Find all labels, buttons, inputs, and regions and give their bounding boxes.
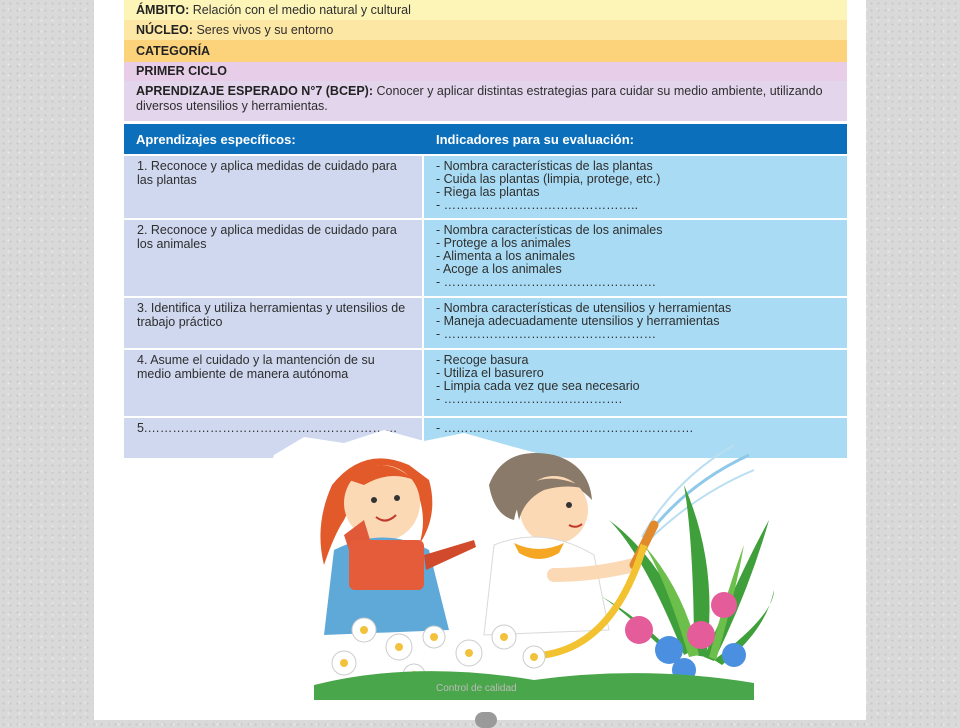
ciclo-label: PRIMER CICLO bbox=[136, 64, 227, 78]
table-header bbox=[124, 124, 847, 154]
children-watering-garden-illustration bbox=[214, 425, 774, 700]
nucleo-band bbox=[124, 20, 847, 40]
indicadores-cell bbox=[424, 350, 847, 416]
aprendizaje-cell: 2. Reconoce y aplica medidas de cuidado para los animales bbox=[124, 220, 424, 296]
ambito-label: ÁMBITO: bbox=[136, 3, 190, 17]
aprendizaje-cell: 4. Asume el cuidado y la mantención de su medio ambiente de manera autónoma bbox=[124, 350, 424, 416]
footer-watermark-text: Control de calidad bbox=[436, 683, 517, 694]
aprendizaje-esperado-band bbox=[124, 81, 847, 121]
indicator-item: - Alimenta a los animales bbox=[436, 249, 575, 263]
indicator-item: - Nombra características de las plantas bbox=[436, 159, 653, 173]
nucleo-value: Seres vivos y su entorno bbox=[196, 23, 334, 37]
indicadores-cell bbox=[424, 220, 847, 296]
indicator-item: - Cuida las plantas (limpia, protege, etc.) bbox=[436, 172, 661, 186]
indicator-item: - Riega las plantas bbox=[436, 185, 540, 199]
indicadores-cell bbox=[424, 156, 847, 218]
aprendizaje-cell: 1. Reconoce y aplica medidas de cuidado para las plantas bbox=[124, 156, 424, 218]
indicator-item: - Maneja adecuadamente utensilios y herramientas bbox=[436, 314, 720, 328]
aprendizaje-value: Conocer y aplicar distintas estrategias para cuidar su medio ambiente, utilizando diversos utensilios y herramientas. bbox=[136, 84, 823, 113]
ambito-value: Relación con el medio natural y cultural bbox=[192, 3, 411, 17]
categoria-band bbox=[124, 40, 847, 62]
aprendizaje-cell: 5.…………………………………………………… bbox=[124, 418, 424, 458]
indicator-item: - Utiliza el basurero bbox=[436, 366, 544, 380]
categoria-label: CATEGORÍA bbox=[136, 44, 211, 58]
table-row bbox=[124, 154, 847, 218]
table-row bbox=[124, 218, 847, 296]
ambito-band bbox=[124, 0, 847, 20]
evaluation-table bbox=[124, 124, 847, 458]
indicator-item: - Nombra características de utensilios y herramientas bbox=[436, 301, 732, 315]
aprendizaje-cell: 3. Identifica y utiliza herramientas y utensilios de trabajo práctico bbox=[124, 298, 424, 348]
aprendizaje-label: APRENDIZAJE ESPERADO N°7 (BCEP): bbox=[136, 84, 373, 98]
ciclo-band bbox=[124, 62, 847, 81]
nucleo-label: NÚCLEO: bbox=[136, 23, 193, 37]
indicator-item: - Acoge a los animales bbox=[436, 262, 562, 276]
indicator-item: - Limpia cada vez que sea necesario bbox=[436, 379, 640, 393]
indicator-item: - …………………………………………………… bbox=[436, 421, 694, 435]
indicator-item: - …………………………………………… bbox=[436, 275, 657, 289]
col-aprendizajes-header: Aprendizajes específicos: bbox=[136, 131, 296, 147]
indicator-item: - Protege a los animales bbox=[436, 236, 571, 250]
indicadores-cell bbox=[424, 298, 847, 348]
page-number-badge bbox=[475, 712, 497, 728]
indicator-item: - Nombra características de los animales bbox=[436, 223, 663, 237]
indicator-item: - …………………………………………… bbox=[436, 327, 657, 341]
document-page bbox=[94, 0, 866, 720]
indicator-item: - ……………………………………. bbox=[436, 392, 623, 406]
table-row bbox=[124, 348, 847, 416]
indicator-item: - ……………………………………….. bbox=[436, 198, 639, 212]
indicator-item: - Recoge basura bbox=[436, 353, 529, 367]
col-indicadores-header: Indicadores para su evaluación: bbox=[436, 131, 634, 147]
table-row bbox=[124, 296, 847, 348]
